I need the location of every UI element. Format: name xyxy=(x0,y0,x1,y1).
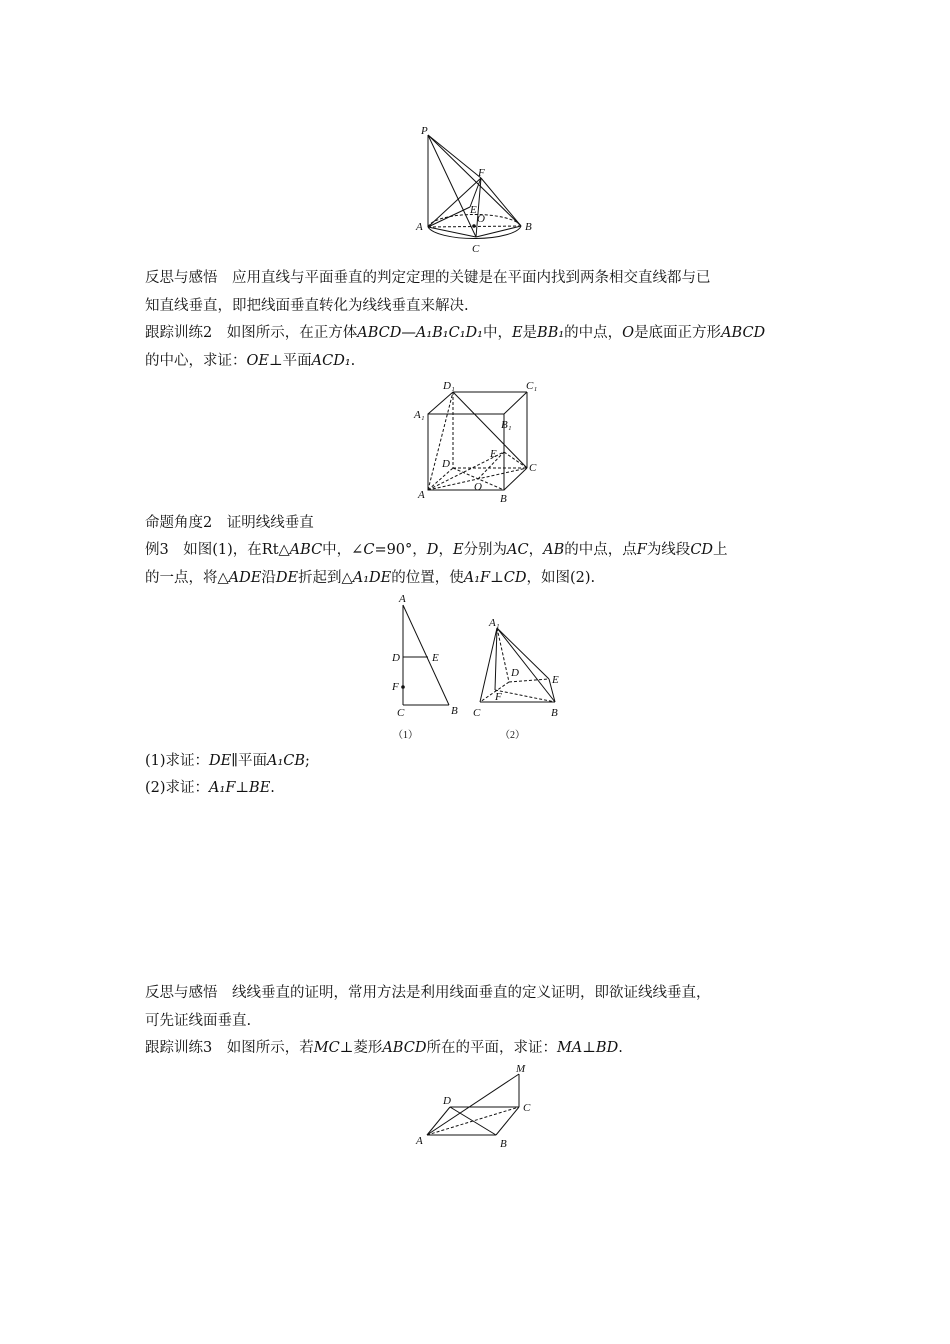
right-label-A1: A₁ xyxy=(489,617,500,629)
example3-c: C xyxy=(363,542,375,558)
example3-d: D xyxy=(426,542,439,558)
practice2-t7: ⊥平面 xyxy=(268,353,312,369)
label-A: A xyxy=(418,489,425,501)
label-D1: D₁ xyxy=(443,380,455,392)
label-E: E xyxy=(490,448,497,460)
label-O: O xyxy=(474,481,482,493)
reflect1-line1 xyxy=(145,268,711,288)
q1-t2: ∥平面 xyxy=(231,753,267,769)
label-B1: B₁ xyxy=(501,419,512,431)
label-A: A xyxy=(416,1135,423,1147)
practice3-bd: BD xyxy=(595,1040,619,1056)
right-label-B: B xyxy=(551,707,558,719)
example3-abc: ABC xyxy=(289,542,323,558)
left-label-C: C xyxy=(397,707,405,719)
example3-t5: 分别为 xyxy=(463,542,508,558)
left-label-F: F xyxy=(392,681,399,693)
reflect1-text2: 知直线垂直，即把线面垂直转化为线线垂直来解决. xyxy=(145,298,469,314)
left-label-A: A xyxy=(399,593,406,605)
q1-de: DE xyxy=(209,753,232,769)
practice2-t2: 中， xyxy=(482,325,512,341)
label-B: B xyxy=(525,221,532,233)
figure-fold-triangles xyxy=(385,590,575,745)
reflect1-text: 应用直线与平面垂直的判定定理的关键是在平面内找到两条相交直线都与已 xyxy=(232,270,711,286)
left-caption: （1） xyxy=(393,730,418,741)
q2-a1f: A₁F xyxy=(209,780,236,796)
q2-t2: ⊥ xyxy=(235,780,250,796)
example3-a1de: A₁DE xyxy=(352,570,392,586)
practice2-t1: 如图所示，在正方体 xyxy=(226,325,358,341)
example3-a1f: A₁F xyxy=(463,570,491,586)
label-D: D xyxy=(443,1095,451,1107)
example3-cd2: CD xyxy=(503,570,527,586)
example3-label: 例3 xyxy=(145,542,169,558)
question1 xyxy=(145,751,310,771)
practice3-t4: ⊥ xyxy=(582,1040,596,1056)
label-A: A xyxy=(416,221,423,233)
q1-t3: ; xyxy=(305,753,310,769)
label-A1: A₁ xyxy=(414,409,425,421)
example3-t6: ， xyxy=(528,542,544,558)
practice3-t5: . xyxy=(618,1040,623,1056)
practice3-t3: 所在的平面，求证： xyxy=(426,1040,557,1056)
example3-line2 xyxy=(145,568,595,588)
example3-ac: AC xyxy=(507,542,529,558)
example3-e: E xyxy=(452,542,464,558)
angle2-heading xyxy=(145,513,314,533)
practice2-abcd: ABCD xyxy=(721,325,766,341)
practice3-line xyxy=(145,1038,623,1058)
practice2-o: O xyxy=(622,325,635,341)
example3-t4: ， xyxy=(438,542,453,558)
example3-cd: CD xyxy=(690,542,714,558)
figure-cube xyxy=(410,378,550,506)
label-C1: C₁ xyxy=(526,380,538,392)
label-M: M xyxy=(516,1063,526,1075)
right-label-F: F xyxy=(495,691,502,703)
label-C: C xyxy=(529,462,537,474)
reflect2-text2: 可先证线面垂直. xyxy=(145,1013,252,1029)
example3-ab: AB xyxy=(543,542,565,558)
practice2-cube: ABCD—A₁B₁C₁D₁ xyxy=(357,325,483,341)
reflect1-label: 反思与感悟 xyxy=(145,270,218,286)
reflect2-line2 xyxy=(145,1011,251,1031)
label-D: D xyxy=(442,458,450,470)
example3-l2c: 折起到△ xyxy=(298,570,353,586)
example3-l2a: 的一点，将△ xyxy=(145,570,229,586)
label-O: O xyxy=(477,213,485,225)
practice2-e: E xyxy=(511,325,523,341)
example3-t1: 如图(1)，在Rt△ xyxy=(183,542,290,558)
practice3-mc: MC xyxy=(313,1040,340,1056)
label-B: B xyxy=(500,493,507,505)
figure-pyramid-circle xyxy=(410,122,550,260)
question2 xyxy=(145,778,275,798)
label-C: C xyxy=(472,243,480,255)
q1-a1cb: A₁CB xyxy=(266,753,306,769)
q2-t3: . xyxy=(270,780,275,796)
reflect2-text: 线线垂直的证明，常用方法是利用线面垂直的定义证明，即欲证线线垂直， xyxy=(232,985,711,1001)
reflect2-line1 xyxy=(145,983,711,1003)
practice2-t5: 是底面正方形 xyxy=(634,325,722,341)
example3-t7: 的中点，点 xyxy=(564,542,637,558)
example3-t3: =90°， xyxy=(374,542,427,558)
example3-ade: ADE xyxy=(228,570,262,586)
practice2-bb1: BB₁ xyxy=(537,325,565,341)
practice2-t3: 是 xyxy=(522,325,538,341)
practice2-acd1: ACD₁ xyxy=(311,353,351,369)
practice3-ma: MA xyxy=(556,1040,583,1056)
example3-l2f: ，如图(2). xyxy=(526,570,596,586)
example3-t8: 为线段 xyxy=(646,542,691,558)
label-F: F xyxy=(478,167,485,179)
practice2-oe: OE xyxy=(246,353,269,369)
example3-line1 xyxy=(145,540,728,560)
label-P: P xyxy=(421,125,428,137)
example3-l2e: ⊥ xyxy=(490,570,504,586)
practice2-t4: 的中点， xyxy=(564,325,623,341)
example3-l2b: 沿 xyxy=(261,570,276,586)
example3-f: F xyxy=(636,542,647,558)
example3-l2d: 的位置，使 xyxy=(391,570,464,586)
q2-t1: (2)求证： xyxy=(145,780,210,796)
q1-t1: (1)求证： xyxy=(145,753,210,769)
left-label-E: E xyxy=(432,652,439,664)
label-C: C xyxy=(523,1102,531,1114)
reflect2-label: 反思与感悟 xyxy=(145,985,218,1001)
left-label-D: D xyxy=(392,652,400,664)
right-caption: （2） xyxy=(500,730,525,741)
right-label-D: D xyxy=(511,667,519,679)
practice3-abcd: ABCD xyxy=(382,1040,427,1056)
right-label-E: E xyxy=(552,674,559,686)
label-E: E xyxy=(470,204,477,216)
figure-rhombus xyxy=(410,1062,545,1157)
practice2-label: 跟踪训练2 xyxy=(145,325,213,341)
right-label-C: C xyxy=(473,707,481,719)
practice2-t8: . xyxy=(350,353,356,369)
practice2-line1 xyxy=(145,323,765,343)
example3-t9: 上 xyxy=(713,542,728,558)
angle2-text: 命题角度2 证明线线垂直 xyxy=(145,515,314,531)
practice3-label: 跟踪训练3 xyxy=(145,1040,213,1056)
label-B: B xyxy=(500,1138,507,1150)
example3-de: DE xyxy=(275,570,299,586)
q2-be: BE xyxy=(249,780,271,796)
reflect1-line2 xyxy=(145,296,469,316)
practice3-t1: 如图所示，若 xyxy=(226,1040,314,1056)
example3-t2: 中，∠ xyxy=(322,542,364,558)
practice2-t6: 的中心，求证： xyxy=(145,353,247,369)
left-label-B: B xyxy=(451,705,458,717)
practice2-line2 xyxy=(145,351,355,371)
practice3-t2: ⊥菱形 xyxy=(339,1040,383,1056)
